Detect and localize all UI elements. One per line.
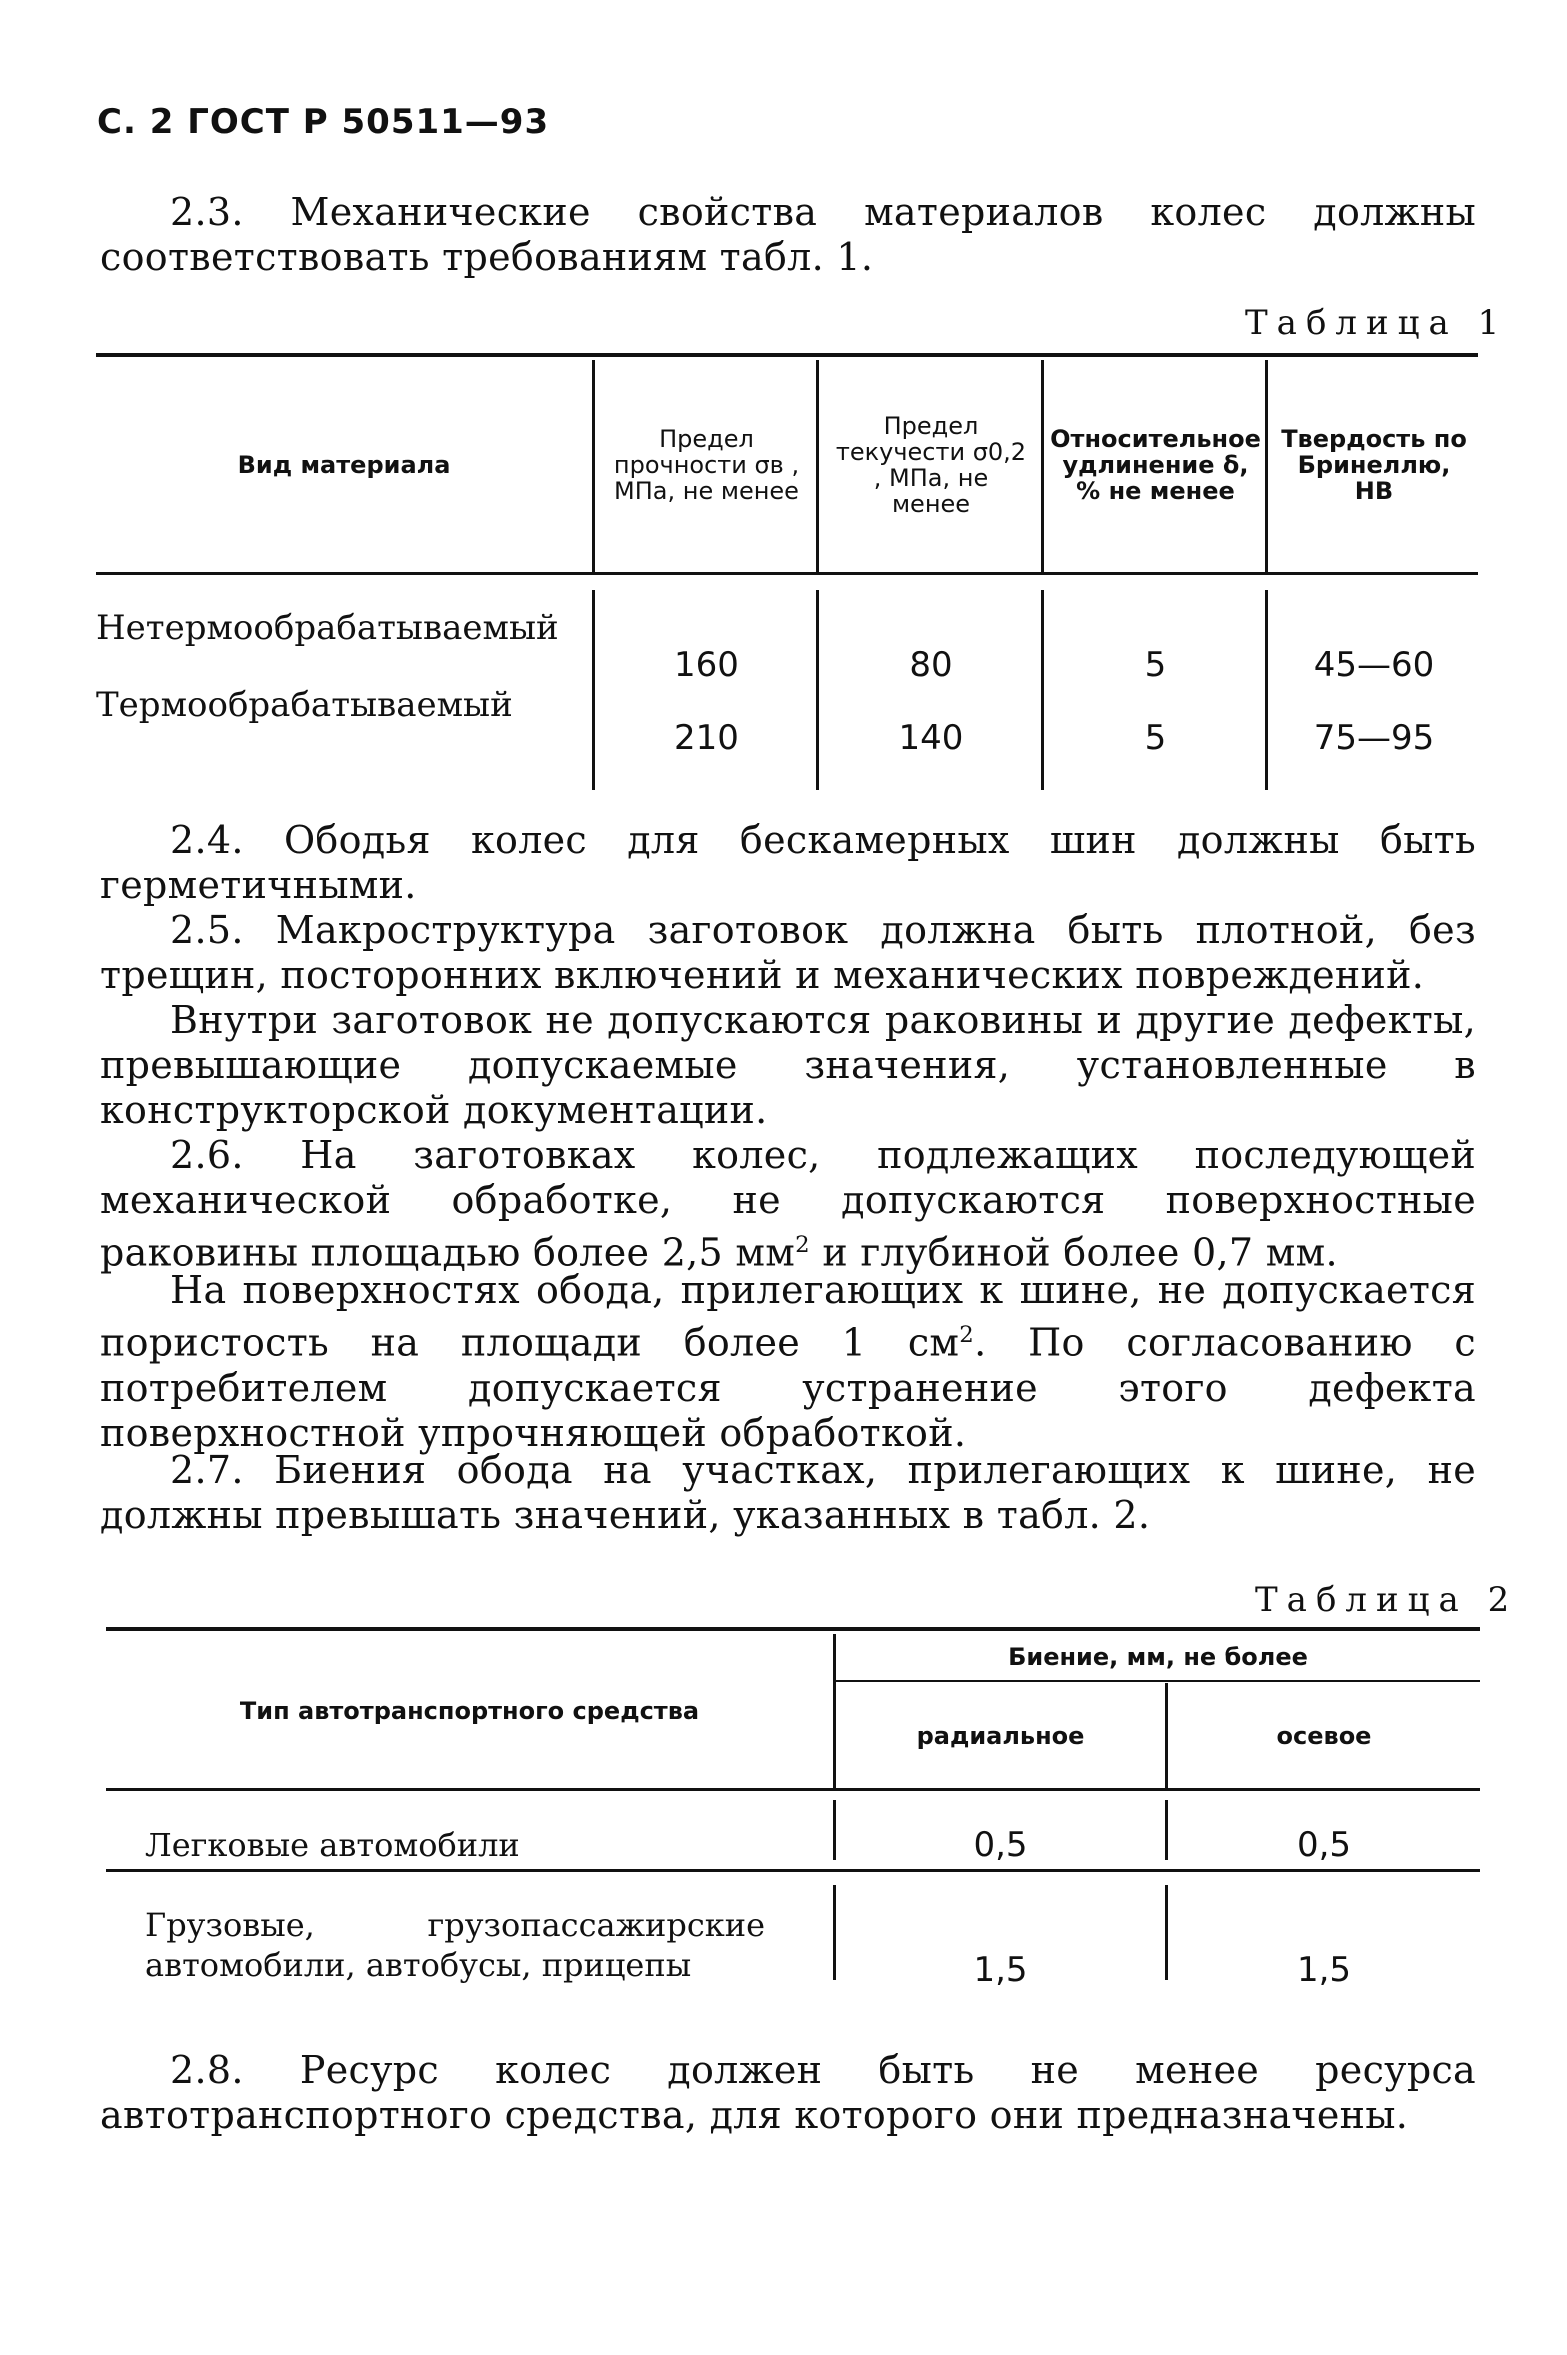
table1-vline [1265, 360, 1268, 572]
table1-vline [1041, 360, 1044, 572]
table1-row1-yield: 80 [909, 645, 953, 685]
table1-vline [592, 360, 595, 572]
table1-vline [1265, 590, 1268, 790]
table1-header-rule [96, 572, 1478, 575]
paragraph-2-7-text: 2.7. Биения обода на участках, прилегающих к шине, не должны превышать значений, указанных в табл. 2. [100, 1448, 1476, 1537]
table1-row1-elongation: 5 [1144, 645, 1167, 685]
table2-row1-radial: 0,5 [973, 1825, 1028, 1865]
table1-vline [816, 590, 819, 790]
table1-row1-strength: 160 [674, 645, 739, 685]
paragraph-2-6 [100, 1133, 1476, 1276]
paragraph-2-6-continued [100, 1268, 1476, 1456]
page-header: С. 2 ГОСТ Р 50511—93 [97, 102, 550, 142]
paragraph-2-5-text: 2.5. Макроструктура заготовок должна быть плотной, без трещин, посторонних включений и механических повреждений. [100, 908, 1476, 997]
table2-subheader-rule [836, 1680, 1480, 1682]
table1-header-yield: Предел текучести σ0,2 , МПа, не менее [835, 412, 1027, 518]
table2-row1-vehicle: Легковые автомобили [145, 1826, 520, 1864]
paragraph-2-6-superscript: 2 [795, 1232, 810, 1258]
paragraph-2-3-text: 2.3. Механические свойства материалов колес должны соответствовать требованиям табл. 1. [100, 190, 1476, 279]
paragraph-2-5 [100, 908, 1476, 998]
paragraph-2-3 [100, 190, 1476, 280]
paragraph-2-4-text: 2.4. Ободья колес для бескамерных шин должны быть герметичными. [100, 818, 1476, 907]
table1-vline [592, 590, 595, 790]
table1-row2-elongation: 5 [1144, 718, 1167, 758]
paragraph-2-5-continued-text: Внутри заготовок не допускаются раковины и другие дефекты, превышающие допускаемые значения, установленные в конструкторской документации. [100, 998, 1476, 1132]
table1-row2-material: Термообрабатываемый [96, 685, 513, 725]
paragraph-2-8-text: 2.8. Ресурс колес должен быть не менее ресурса автотранспортного средства, для которого они предназначены. [100, 2048, 1476, 2137]
table1-header-material: Вид материала [237, 451, 451, 479]
paragraph-2-6-continued-text-end: . По согласованию с потребителем допускается устранение этого дефекта поверхностной упрочняющей обработкой. [100, 1320, 1476, 1455]
table1-row2-hardness: 75—95 [1313, 718, 1435, 758]
table2-caption: Таблица 2 [1255, 1580, 1519, 1620]
table1-row1-hardness: 45—60 [1313, 645, 1435, 685]
table1-row2-yield: 140 [898, 718, 964, 758]
table1-vline [816, 360, 819, 572]
paragraph-2-6-text-start: 2.6. На заготовках колес, подлежащих последующей механической обработке, не допускаются поверхностные раковины площадью более 2,5 мм [100, 1133, 1476, 1275]
table1-top-rule [96, 353, 1478, 357]
table1-caption: Таблица 1 [1245, 303, 1509, 343]
paragraph-2-6-text-end: и глубиной более 0,7 мм. [809, 1230, 1338, 1275]
table1-vline [1041, 590, 1044, 790]
table2-top-rule [106, 1627, 1480, 1631]
paragraph-2-7 [100, 1448, 1476, 1538]
table2-header-rule [106, 1788, 1480, 1791]
paragraph-2-5-continued [100, 998, 1476, 1133]
table1-header-strength: Предел прочности σв , МПа, не менее [613, 425, 800, 505]
table2-header-radial: радиальное [916, 1721, 1085, 1750]
paragraph-2-6-continued-text-start: На поверхностях обода, прилегающих к шине, не допускается пористость на площади более 1 см [100, 1268, 1476, 1365]
table2-header-runout: Биение, мм, не более [1008, 1643, 1308, 1671]
table2-row2-vehicle: Грузовые, грузопассажирские автомобили, автобусы, прицепы [145, 1906, 765, 1984]
table2-row2-axial: 1,5 [1296, 1950, 1352, 1990]
table1-header-hardness: Твердость по Бринеллю, НВ [1281, 425, 1467, 505]
table1-header-elongation: Относительное удлинение δ, % не менее [1050, 425, 1261, 505]
paragraph-2-4 [100, 818, 1476, 908]
table2-header-vehicle: Тип автотранспортного средства [239, 1697, 700, 1725]
table2-row2-radial: 1,5 [973, 1950, 1028, 1990]
table2-row1-axial: 0,5 [1296, 1825, 1352, 1865]
table2-header-axial: осевое [1276, 1721, 1372, 1750]
paragraph-2-6-continued-superscript: 2 [959, 1322, 975, 1348]
table1-row2-strength: 210 [674, 718, 739, 758]
table1-row1-material: Нетермообрабатываемый [96, 608, 559, 648]
paragraph-2-8 [100, 2048, 1476, 2138]
